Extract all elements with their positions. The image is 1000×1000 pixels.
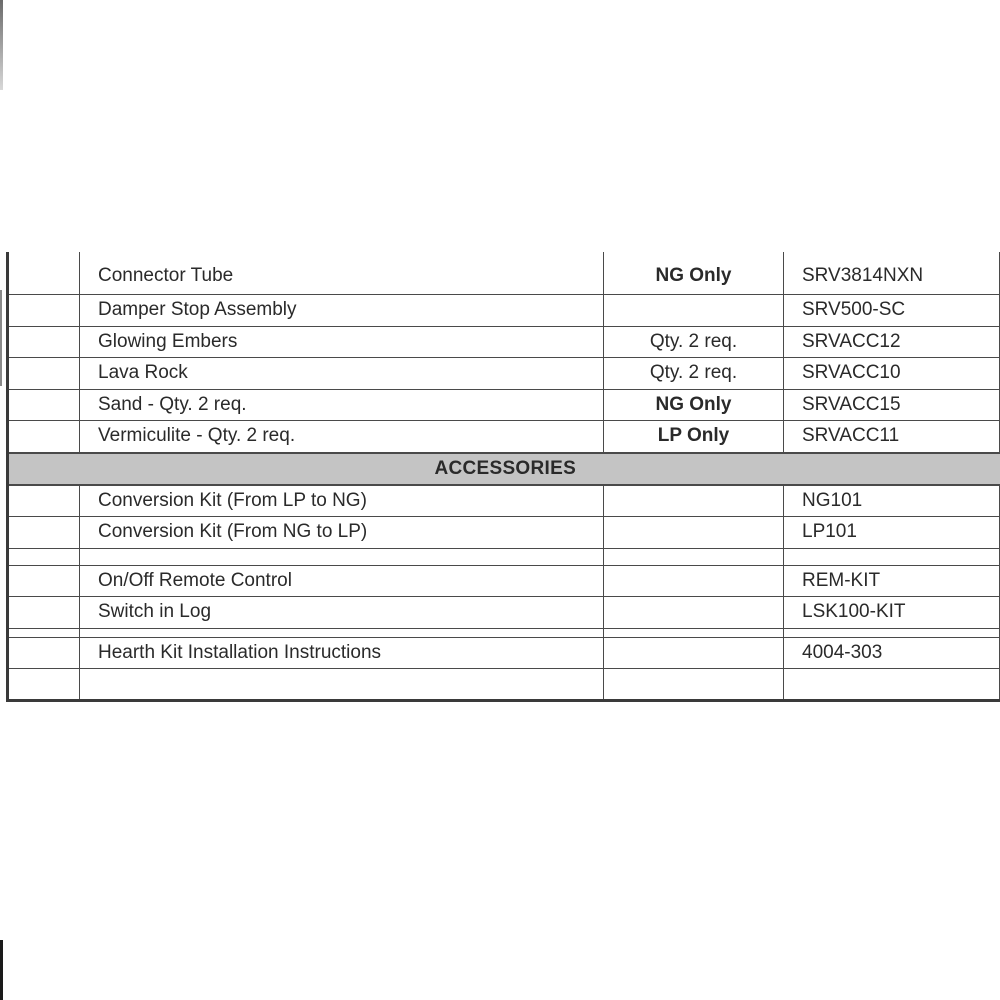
accessory-note (604, 485, 784, 517)
accessory-note (604, 565, 784, 597)
part-number: SRV3814NXN (784, 252, 1000, 295)
item-number-cell (8, 628, 80, 637)
blank-cell (80, 669, 604, 701)
scan-edge-mark (0, 0, 3, 90)
part-note: Qty. 2 req. (604, 358, 784, 390)
table-row (8, 485, 1000, 517)
part-note: NG Only (604, 389, 784, 421)
part-description: Sand - Qty. 2 req. (80, 389, 604, 421)
accessory-part-number: NG101 (784, 485, 1000, 517)
blank-row (8, 628, 1000, 637)
accessory-description: Conversion Kit (From LP to NG) (80, 485, 604, 517)
blank-cell (604, 669, 784, 701)
accessory-part-number: LP101 (784, 517, 1000, 549)
part-description: Damper Stop Assembly (80, 295, 604, 327)
item-number-cell (8, 637, 80, 669)
table-row (8, 295, 1000, 327)
item-number-cell (8, 485, 80, 517)
part-note: LP Only (604, 421, 784, 453)
part-note (604, 295, 784, 327)
blank-row (8, 548, 1000, 565)
item-number-cell (8, 252, 80, 295)
accessory-note (604, 597, 784, 629)
item-number-cell (8, 597, 80, 629)
table-row (8, 517, 1000, 549)
table-row (8, 252, 1000, 295)
part-number: SRVACC12 (784, 326, 1000, 358)
blank-cell (80, 628, 604, 637)
table-row (8, 358, 1000, 390)
accessories-section-header (8, 453, 1000, 485)
part-number: SRV500-SC (784, 295, 1000, 327)
part-number: SRVACC10 (784, 358, 1000, 390)
accessory-note (604, 517, 784, 549)
accessory-part-number: LSK100-KIT (784, 597, 1000, 629)
item-number-cell (8, 421, 80, 453)
item-number-cell (8, 548, 80, 565)
accessory-description: On/Off Remote Control (80, 565, 604, 597)
accessory-description: Conversion Kit (From NG to LP) (80, 517, 604, 549)
accessory-part-number: REM-KIT (784, 565, 1000, 597)
table-row (8, 565, 1000, 597)
part-description: Connector Tube (80, 252, 604, 295)
accessory-part-number: 4004-303 (784, 637, 1000, 669)
section-title: ACCESSORIES (8, 453, 1000, 485)
table-row (8, 597, 1000, 629)
blank-cell (784, 548, 1000, 565)
blank-cell (604, 628, 784, 637)
accessory-description: Switch in Log (80, 597, 604, 629)
accessory-description: Hearth Kit Installation Instructions (80, 637, 604, 669)
accessory-note (604, 637, 784, 669)
item-number-cell (8, 389, 80, 421)
parts-table-container (6, 252, 1000, 702)
item-number-cell (8, 669, 80, 701)
part-description: Glowing Embers (80, 326, 604, 358)
scan-edge-mark (0, 940, 3, 1000)
blank-cell (80, 548, 604, 565)
blank-cell (784, 628, 1000, 637)
item-number-cell (8, 565, 80, 597)
blank-row (8, 669, 1000, 701)
part-description: Lava Rock (80, 358, 604, 390)
blank-cell (604, 548, 784, 565)
blank-cell (784, 669, 1000, 701)
table-row (8, 389, 1000, 421)
part-number: SRVACC11 (784, 421, 1000, 453)
item-number-cell (8, 517, 80, 549)
part-note: NG Only (604, 252, 784, 295)
table-row (8, 637, 1000, 669)
table-row (8, 421, 1000, 453)
item-number-cell (8, 358, 80, 390)
item-number-cell (8, 326, 80, 358)
table-row (8, 326, 1000, 358)
part-number: SRVACC15 (784, 389, 1000, 421)
item-number-cell (8, 295, 80, 327)
part-description: Vermiculite - Qty. 2 req. (80, 421, 604, 453)
scan-edge-mark (0, 290, 2, 386)
part-note: Qty. 2 req. (604, 326, 784, 358)
parts-table (6, 252, 1000, 702)
